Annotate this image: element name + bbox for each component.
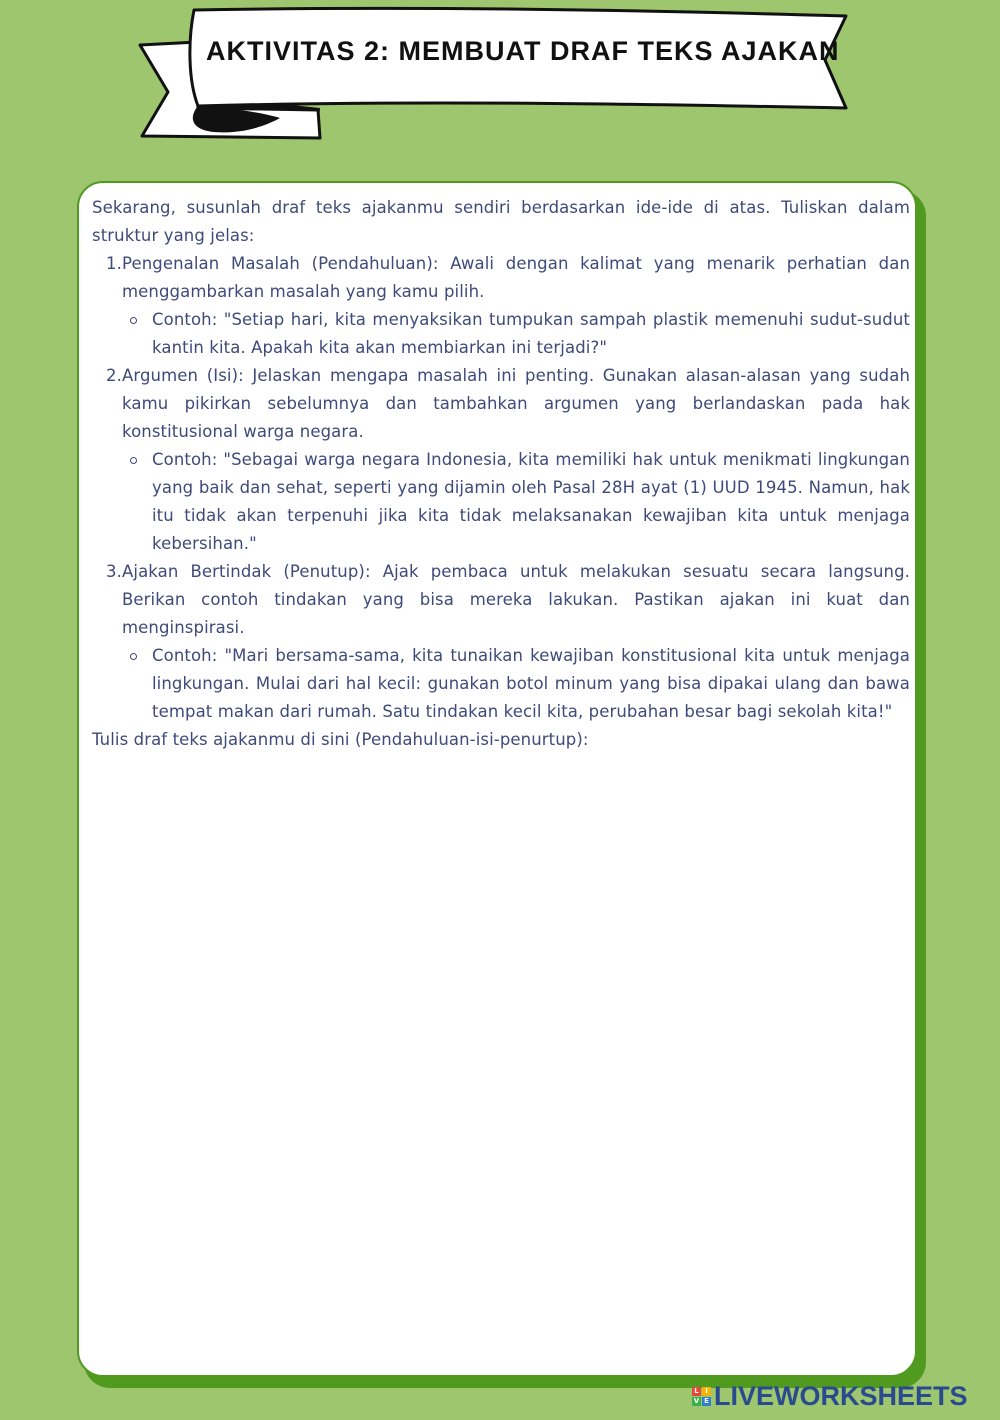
- list-item: [92, 362, 910, 446]
- example-item: [92, 306, 910, 362]
- page-title: AKTIVITAS 2: MEMBUAT DRAF TEKS AJAKAN: [206, 36, 840, 66]
- example-item: [92, 642, 910, 726]
- circle-bullet-icon: [130, 653, 137, 660]
- liveworksheets-logo: [692, 1382, 968, 1410]
- item-text: Ajakan Bertindak (Penutup): Ajak pembaca untuk melakukan sesuatu secara langsung. Berikan contoh tindakan yang bisa mereka lakukan. Pastikan ajakan ini kuat dan menginspirasi.: [122, 562, 910, 637]
- item-number: 3.: [106, 562, 122, 581]
- example-text: Contoh: "Setiap hari, kita menyaksikan tumpukan sampah plastik memenuhi sudut-sudut kantin kita. Apakah kita akan membiarkan ini terjadi?": [152, 310, 910, 357]
- list-item: [92, 558, 910, 642]
- item-text: Argumen (Isi): Jelaskan mengapa masalah ini penting. Gunakan alasan-alasan yang sudah kamu pikirkan sebelumnya dan tambahkan argumen yang berlandaskan pada hak konstitusional warga negara.: [122, 366, 910, 441]
- item-number: 2.: [106, 366, 122, 385]
- example-text: Contoh: "Mari bersama-sama, kita tunaikan kewajiban konstitusional kita untuk menjaga lingkungan. Mulai dari hal kecil: gunakan botol minum yang bisa dipakai ulang dan bawa tempat makan dari rumah. Satu tindakan kecil kita, perubahan besar bagi sekolah kita!": [152, 646, 910, 721]
- item-number: 1.: [106, 254, 122, 273]
- instructions: [92, 194, 910, 754]
- example-item: [92, 446, 910, 558]
- live-icon: L I V E: [692, 1387, 711, 1406]
- brand-name: LIVEWORKSHEETS: [714, 1380, 968, 1411]
- intro-text: Sekarang, susunlah draf teks ajakanmu sendiri berdasarkan ide-ide di atas. Tuliskan dalam struktur yang jelas:: [92, 198, 910, 245]
- answer-prompt: Tulis draf teks ajakanmu di sini (Pendahuluan-isi-penurtup):: [92, 730, 589, 749]
- item-text: Pengenalan Masalah (Pendahuluan): Awali dengan kalimat yang menarik perhatian dan menggambarkan masalah yang kamu pilih.: [122, 254, 910, 301]
- circle-bullet-icon: [130, 457, 137, 464]
- list-item: [92, 250, 910, 306]
- circle-bullet-icon: [130, 317, 137, 324]
- title-banner: [0, 0, 1000, 150]
- answer-textarea[interactable]: [92, 790, 910, 1360]
- example-text: Contoh: "Sebagai warga negara Indonesia, kita memiliki hak untuk menikmati lingkungan yang baik dan sehat, seperti yang dijamin oleh Pasal 28H ayat (1) UUD 1945. Namun, hak itu tidak akan terpenuhi jika kita tidak melaksanakan kewajiban kita untuk menjaga kebersihan.": [152, 450, 910, 553]
